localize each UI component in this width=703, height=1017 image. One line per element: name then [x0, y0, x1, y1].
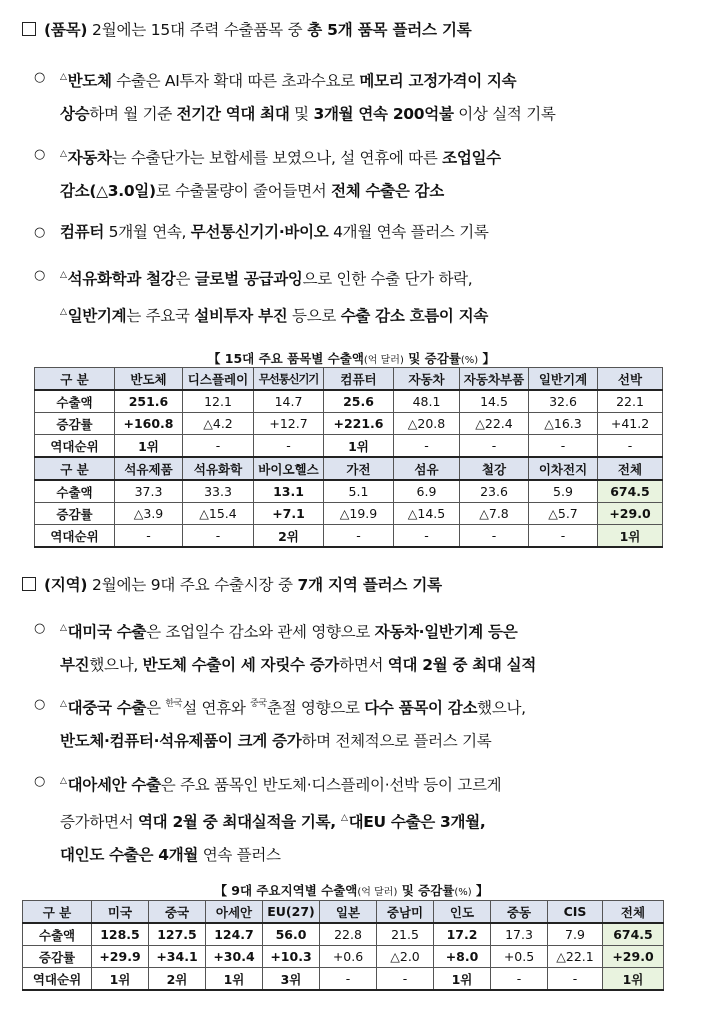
column-header: EU(27)	[263, 901, 320, 924]
text-segment: 은	[175, 270, 195, 288]
text-segment: 글로벌 공급과잉	[194, 270, 303, 288]
table-cell: -	[183, 435, 254, 458]
table-cell: -	[529, 435, 598, 458]
table-cell: 13.1	[254, 480, 324, 503]
table-cell: +30.4	[206, 946, 263, 968]
table-cell: -	[324, 525, 394, 548]
table-cell: +41.2	[598, 413, 663, 435]
row-header: 증감률	[35, 413, 115, 435]
section-highlight: 총 5개 품목 플러스 기록	[307, 21, 472, 39]
section-goods-heading	[22, 18, 472, 40]
table-row	[35, 390, 663, 413]
table-cell: 48.1	[394, 390, 460, 413]
table-cell: 32.6	[529, 390, 598, 413]
bullet-line	[60, 612, 667, 649]
table-row	[35, 480, 663, 503]
text-segment: 했으나,	[89, 656, 143, 674]
region-export-table	[22, 900, 664, 991]
text-segment: 감소(△3.0일)	[60, 182, 156, 200]
checkbox-square-icon	[22, 22, 36, 36]
checkbox-square-icon	[22, 577, 36, 591]
bullet-line	[60, 98, 667, 131]
bullet-item	[34, 612, 667, 682]
table-row	[23, 946, 664, 968]
triangle-marker-icon: △	[60, 270, 67, 280]
text-segment: 4개월 연속 플러스 기록	[328, 223, 489, 241]
bullet-line	[60, 296, 667, 333]
table-cell: 12.1	[183, 390, 254, 413]
text-segment: 반도체	[67, 72, 112, 90]
table-cell: -	[529, 525, 598, 548]
bullet-line	[60, 839, 667, 872]
table-cell: -	[183, 525, 254, 548]
table-cell: 2위	[254, 525, 324, 548]
text-segment: 은 주요 품목인 반도체·디스플레이·선박 등이 고르게	[160, 776, 502, 794]
row-header: 수출액	[23, 923, 92, 946]
triangle-marker-icon: △	[60, 307, 67, 317]
table-cell: 674.5	[603, 923, 664, 946]
table2-title: 【 9대 주요지역별 수출액(억 달러) 및 증감률(%) 】	[214, 883, 489, 898]
table-cell: △22.4	[460, 413, 529, 435]
section-label: (품목)	[44, 21, 88, 39]
column-header: 인도	[434, 901, 491, 924]
text-segment: 은 조업일수 감소와 관세 영향으로	[146, 623, 375, 641]
bullet-line	[60, 802, 667, 839]
row-header: 구 분	[23, 901, 92, 924]
table-cell: △15.4	[183, 503, 254, 525]
text-segment: 자동차	[67, 149, 112, 167]
bullet-item	[34, 259, 667, 333]
column-header: 이차전지	[529, 457, 598, 480]
table-cell: +29.0	[598, 503, 663, 525]
bullet-line	[60, 259, 667, 296]
table-cell: -	[320, 968, 377, 991]
table-cell: -	[115, 525, 183, 548]
bullet-item	[34, 765, 667, 872]
table-cell: △20.8	[394, 413, 460, 435]
table-cell: 22.8	[320, 923, 377, 946]
column-header: 섬유	[394, 457, 460, 480]
column-header: 석유제품	[115, 457, 183, 480]
column-header: 반도체	[115, 368, 183, 391]
text-segment: 는 주요국	[126, 307, 195, 325]
row-header: 역대순위	[35, 435, 115, 458]
section-region-heading	[22, 573, 442, 595]
table-cell: △7.8	[460, 503, 529, 525]
table-cell: 6.9	[394, 480, 460, 503]
table-cell: 14.5	[460, 390, 529, 413]
table-cell: -	[377, 968, 434, 991]
text-segment: 춘절 영향으로	[266, 699, 365, 717]
text-segment: 전체 수출은 감소	[331, 182, 444, 200]
table-cell: 1위	[115, 435, 183, 458]
text-segment: 대중국 수출	[67, 699, 147, 717]
table-cell: △19.9	[324, 503, 394, 525]
table-cell: 1위	[603, 968, 664, 991]
text-segment: 반도체·컴퓨터·석유제품이 크게 증가	[60, 732, 302, 750]
circle-bullet-icon: ○	[34, 147, 46, 162]
table-cell: 21.5	[377, 923, 434, 946]
table-cell: +8.0	[434, 946, 491, 968]
column-header: 선박	[598, 368, 663, 391]
text-segment: 대EU 수출은 3개월,	[348, 813, 486, 831]
row-header: 구 분	[35, 368, 115, 391]
text-segment: 등으로	[287, 307, 341, 325]
table-cell: 7.9	[548, 923, 603, 946]
circle-bullet-icon: ○	[34, 225, 46, 240]
text-segment: 전기간 역대 최대	[176, 105, 290, 123]
bullet-line	[60, 175, 667, 208]
triangle-marker-icon: △	[60, 776, 67, 786]
table-cell: -	[394, 525, 460, 548]
row-header: 역대순위	[35, 525, 115, 548]
column-header: 일본	[320, 901, 377, 924]
text-segment: 3개월 연속 200억불	[313, 105, 454, 123]
table-cell: -	[460, 525, 529, 548]
table-cell: 5.1	[324, 480, 394, 503]
table-cell: 56.0	[263, 923, 320, 946]
text-segment: 역대 2월 중 최대실적을 기록,	[138, 813, 341, 831]
table-cell: 1위	[598, 525, 663, 548]
column-header: 중국	[149, 901, 206, 924]
table-cell: +0.5	[491, 946, 548, 968]
text-segment: 증가하면서	[60, 813, 138, 831]
table-cell: 1위	[434, 968, 491, 991]
bullet-item	[34, 216, 667, 249]
text-segment: 는 수출단가는 보합세를 보였으나, 설 연휴에 따른	[111, 149, 443, 167]
text-segment: 자동차·일반기계 등은	[374, 623, 518, 641]
text-segment: 대아세안 수출	[67, 776, 161, 794]
text-segment: 설 연휴와	[182, 699, 251, 717]
column-header: 자동차부품	[460, 368, 529, 391]
table-cell: 22.1	[598, 390, 663, 413]
column-header: 자동차	[394, 368, 460, 391]
text-segment: 한국	[165, 699, 183, 709]
table-cell: 127.5	[149, 923, 206, 946]
table-cell: △2.0	[377, 946, 434, 968]
table-cell: 128.5	[92, 923, 149, 946]
column-header: 전체	[603, 901, 664, 924]
text-segment: 하며 전체적으로 플러스 기록	[301, 732, 492, 750]
circle-bullet-icon: ○	[34, 621, 46, 636]
table1-title: 【 15대 주요 품목별 수출액(억 달러) 및 증감률(%) 】	[207, 351, 496, 366]
column-header: 무선통신기기	[254, 368, 324, 391]
table-row	[35, 503, 663, 525]
table-cell: 17.2	[434, 923, 491, 946]
text-segment: 수출은 AI투자 확대 따른 초과수요로	[111, 72, 360, 90]
text-segment: 수출 감소 흐름이 지속	[340, 307, 489, 325]
section-text: 2월에는 15대 주력 수출품목 중	[87, 21, 308, 39]
table-row	[23, 968, 664, 991]
text-segment: 및	[289, 105, 314, 123]
bullet-line	[60, 138, 667, 175]
column-header: 석유화학	[183, 457, 254, 480]
table-cell: +12.7	[254, 413, 324, 435]
text-segment: 하며 월 기준	[89, 105, 177, 123]
table-cell: 17.3	[491, 923, 548, 946]
table-cell: 1위	[324, 435, 394, 458]
text-segment: 메모리 고정가격이 지속	[359, 72, 517, 90]
table-cell: +29.0	[603, 946, 664, 968]
text-segment: 일반기계	[67, 307, 127, 325]
text-segment: 대미국 수출	[67, 623, 147, 641]
table-row	[23, 901, 664, 924]
text-segment: 부진	[60, 656, 90, 674]
table-cell: 251.6	[115, 390, 183, 413]
table-cell: 5.9	[529, 480, 598, 503]
column-header: 디스플레이	[183, 368, 254, 391]
text-segment: 컴퓨터	[60, 223, 105, 241]
table-cell: -	[548, 968, 603, 991]
bullet-line	[60, 649, 667, 682]
text-segment: 상승	[60, 105, 90, 123]
row-header: 증감률	[23, 946, 92, 968]
triangle-marker-icon: △	[340, 813, 348, 823]
text-segment: 은	[146, 699, 166, 717]
table-cell: 2위	[149, 968, 206, 991]
text-segment: 이상 실적 기록	[453, 105, 556, 123]
table-cell: +7.1	[254, 503, 324, 525]
text-segment: 역대 2월 중 최대 실적	[387, 656, 537, 674]
bullet-item	[34, 688, 667, 758]
column-header: 컴퓨터	[324, 368, 394, 391]
table-cell: -	[491, 968, 548, 991]
table-cell: -	[460, 435, 529, 458]
table-cell: 3위	[263, 968, 320, 991]
table-cell: -	[598, 435, 663, 458]
table-cell: 124.7	[206, 923, 263, 946]
table-row	[35, 525, 663, 548]
bullet-item	[34, 61, 667, 131]
bullet-line	[60, 216, 667, 249]
text-segment: 5개월 연속,	[104, 223, 191, 241]
table-row	[23, 923, 664, 946]
table-cell: -	[394, 435, 460, 458]
triangle-marker-icon: △	[60, 72, 67, 82]
circle-bullet-icon: ○	[34, 774, 46, 789]
table-row	[35, 435, 663, 458]
bullet-item	[34, 138, 667, 208]
triangle-marker-icon: △	[60, 623, 67, 633]
triangle-marker-icon: △	[60, 699, 67, 709]
column-header: 미국	[92, 901, 149, 924]
table-cell: △5.7	[529, 503, 598, 525]
circle-bullet-icon: ○	[34, 70, 46, 85]
text-segment: 했으나,	[477, 699, 526, 717]
table-cell: +160.8	[115, 413, 183, 435]
row-header: 증감률	[35, 503, 115, 525]
column-header: 철강	[460, 457, 529, 480]
section-highlight: 7개 지역 플러스 기록	[297, 576, 442, 594]
text-segment: 로 수출물량이 줄어들면서	[155, 182, 332, 200]
table-cell: 23.6	[460, 480, 529, 503]
column-header: 가전	[324, 457, 394, 480]
table-cell: 674.5	[598, 480, 663, 503]
row-header: 수출액	[35, 390, 115, 413]
circle-bullet-icon: ○	[34, 268, 46, 283]
table-cell: △4.2	[183, 413, 254, 435]
table-cell: +0.6	[320, 946, 377, 968]
bullet-line	[60, 688, 667, 725]
column-header: 아세안	[206, 901, 263, 924]
column-header: CIS	[548, 901, 603, 924]
bullet-line	[60, 725, 667, 758]
table-cell: +10.3	[263, 946, 320, 968]
table-row	[35, 413, 663, 435]
table-cell: 33.3	[183, 480, 254, 503]
table-cell: △14.5	[394, 503, 460, 525]
text-segment: 대인도 수출은 4개월	[60, 846, 199, 864]
table-cell: 25.6	[324, 390, 394, 413]
bullet-line	[60, 61, 667, 98]
column-header: 중동	[491, 901, 548, 924]
text-segment: 연속 플러스	[198, 846, 281, 864]
row-header: 수출액	[35, 480, 115, 503]
goods-export-table	[34, 367, 663, 548]
table-cell: 14.7	[254, 390, 324, 413]
table-cell: +221.6	[324, 413, 394, 435]
column-header: 전체	[598, 457, 663, 480]
column-header: 일반기계	[529, 368, 598, 391]
row-header: 구 분	[35, 457, 115, 480]
table-row	[35, 368, 663, 391]
text-segment: 석유화학과 철강	[67, 270, 176, 288]
bullet-line	[60, 765, 667, 802]
table-cell: 1위	[92, 968, 149, 991]
table-cell: +29.9	[92, 946, 149, 968]
text-segment: 조업일수	[442, 149, 501, 167]
table-cell: △16.3	[529, 413, 598, 435]
table-cell: △22.1	[548, 946, 603, 968]
text-segment: 반도체 수출이 세 자릿수 증가	[142, 656, 340, 674]
table-cell: 37.3	[115, 480, 183, 503]
table-cell: +34.1	[149, 946, 206, 968]
text-segment: 설비투자 부진	[194, 307, 288, 325]
table-cell: △3.9	[115, 503, 183, 525]
table-cell: 1위	[206, 968, 263, 991]
row-header: 역대순위	[23, 968, 92, 991]
circle-bullet-icon: ○	[34, 697, 46, 712]
text-segment: 다수 품목이 감소	[364, 699, 478, 717]
column-header: 바이오헬스	[254, 457, 324, 480]
table-row	[35, 457, 663, 480]
column-header: 중남미	[377, 901, 434, 924]
section-label: (지역)	[44, 576, 88, 594]
text-segment: 중국	[250, 699, 267, 709]
triangle-marker-icon: △	[60, 149, 67, 159]
table-cell: -	[254, 435, 324, 458]
text-segment: 으로 인한 수출 단가 하락,	[302, 270, 473, 288]
text-segment: 무선통신기기·바이오	[190, 223, 329, 241]
text-segment: 하면서	[339, 656, 388, 674]
section-text: 2월에는 9대 주요 수출시장 중	[87, 576, 298, 594]
